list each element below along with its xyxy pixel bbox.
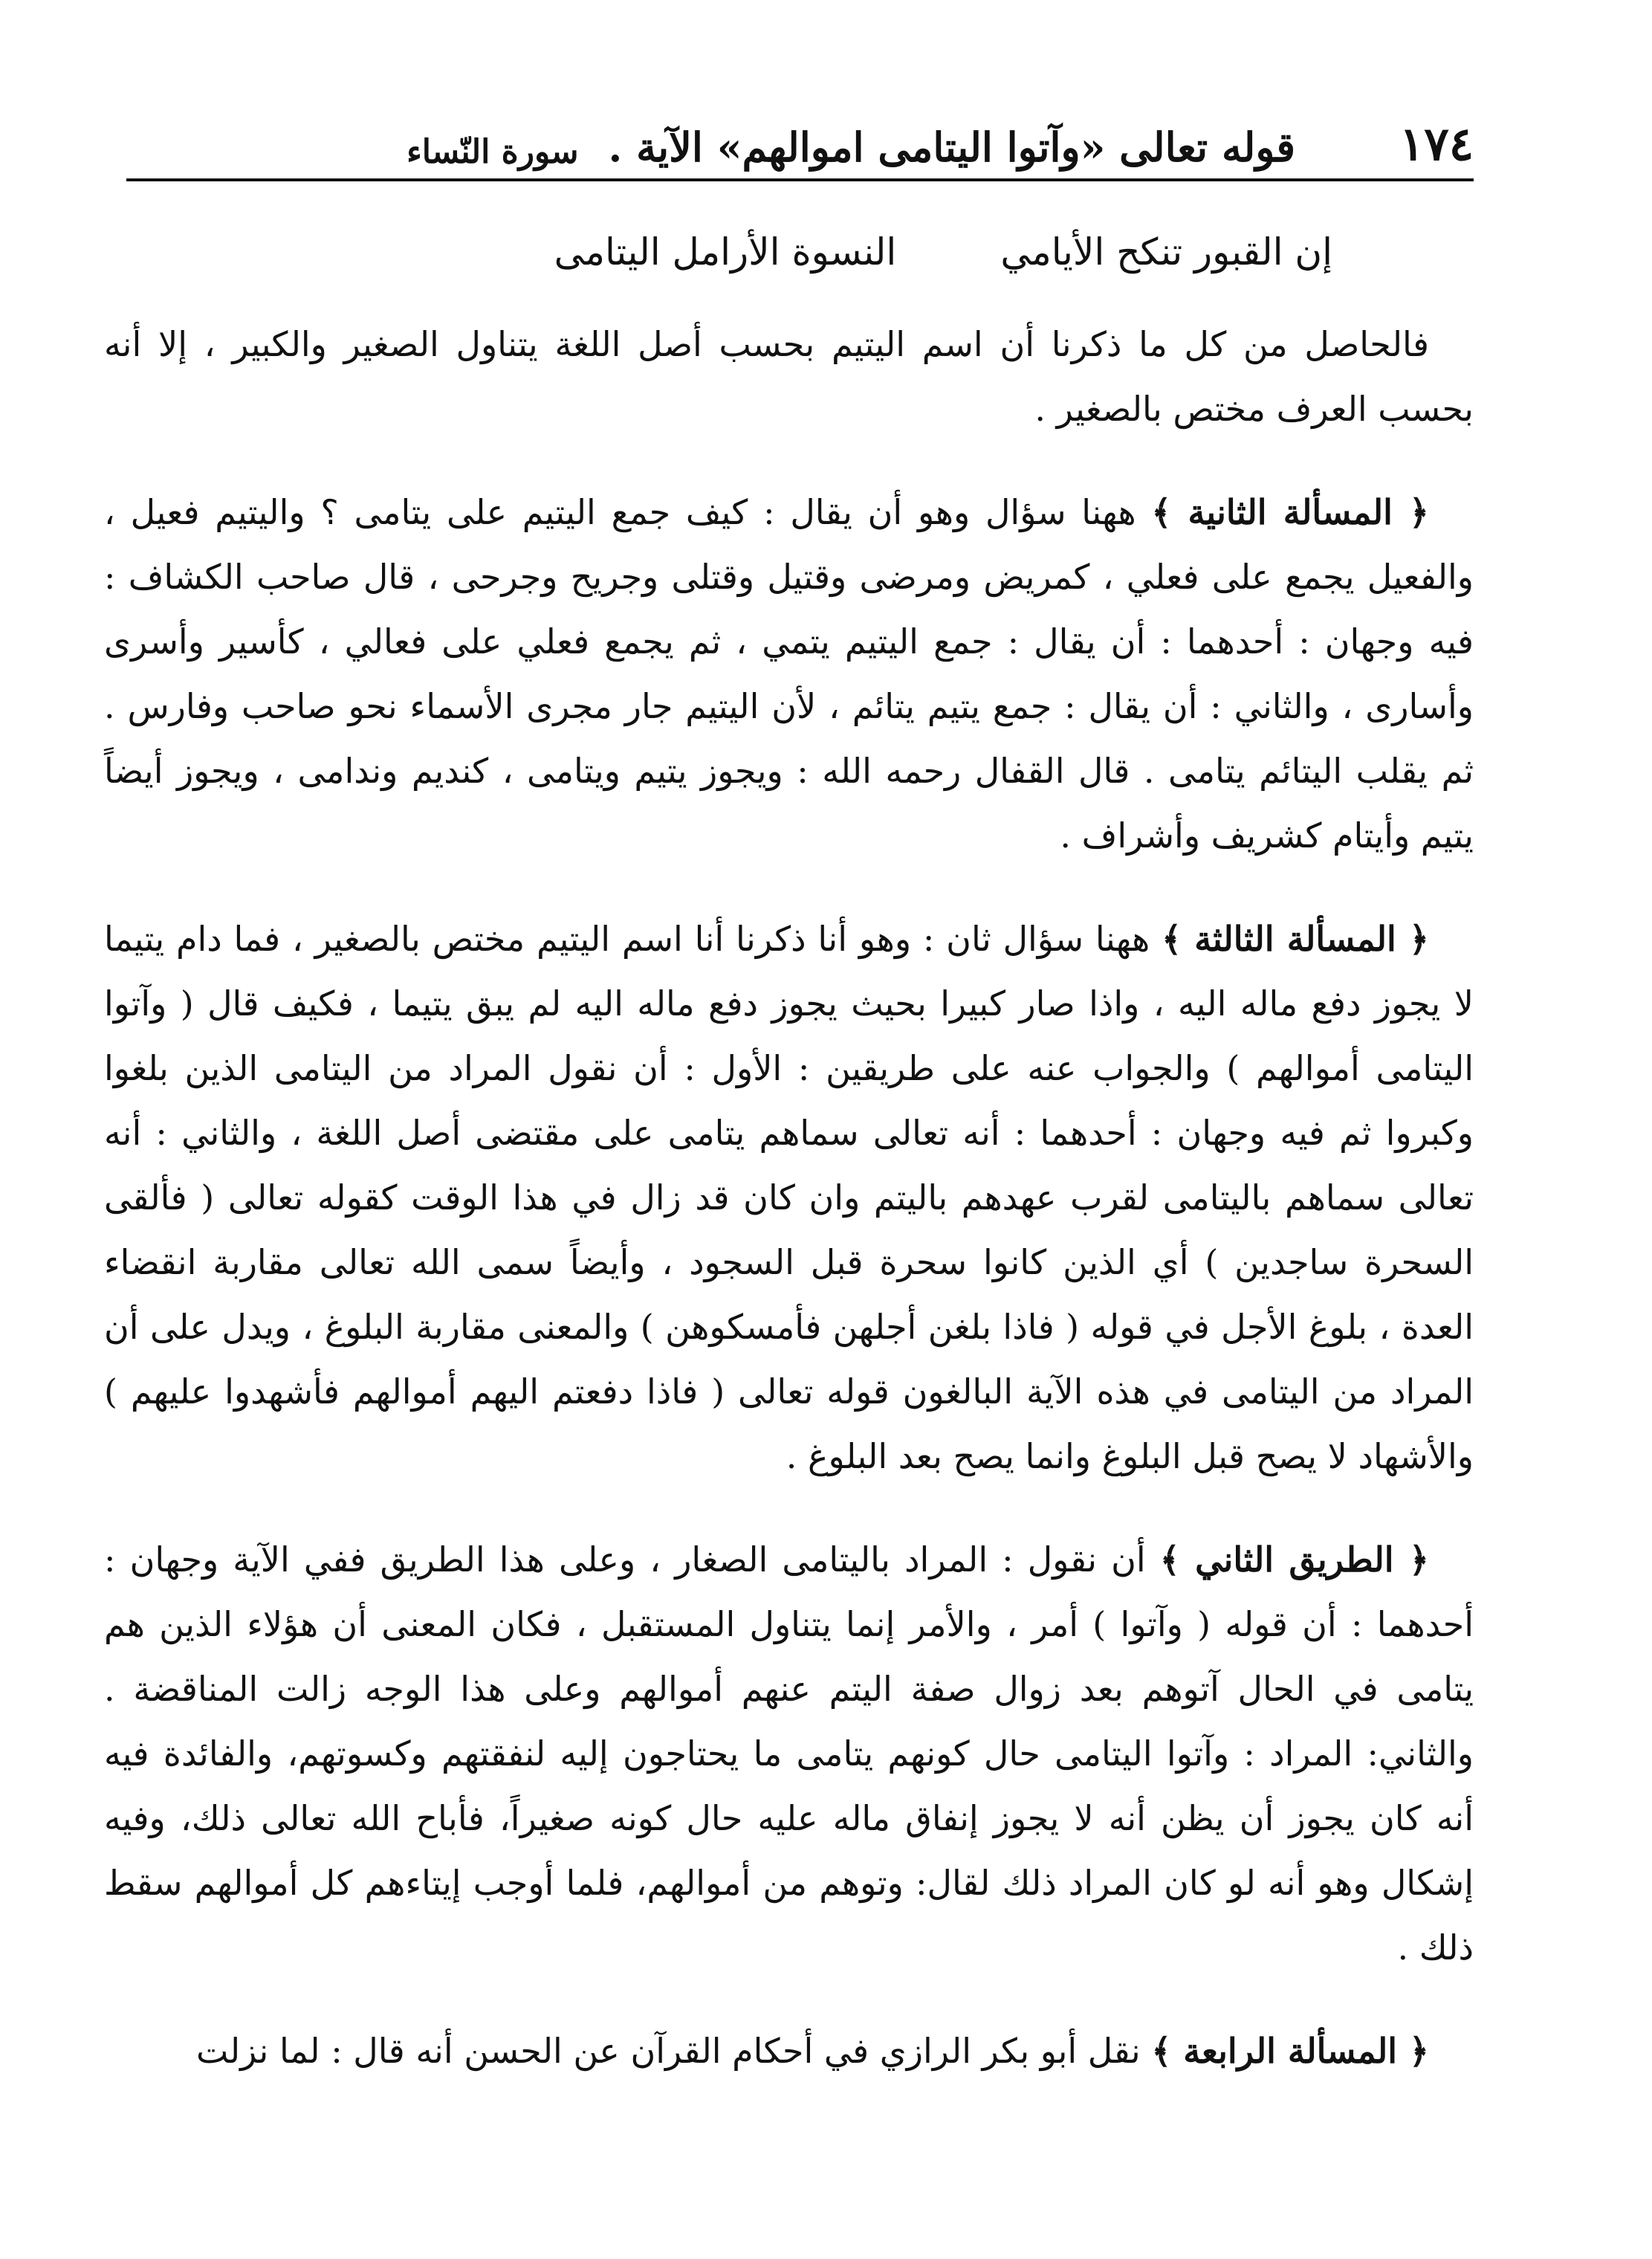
paragraph-text: ههنا سؤال وهو أن يقال : كيف جمع اليتيم على يتامى ؟ واليتيم فعيل ، والفعيل يجمع على فعلي ، كمريض ومرضى وقتيل وقتلى وجريح وجرحى ، قال صاحب الكشاف : فيه وجهان : أحدهما : أن يقال : جمع اليتيم يتمي ، ثم يجمع فعلي على فعالي ، كأسير وأسرى وأسارى ، والثاني : أن يقال : جمع يتيم يتائم ، لأن اليتيم جار مجرى الأسماء نحو صاحب وفارس . ثم يقلب اليتائم يتامى . قال القفال رحمه الله : ويجوز يتيم ويتامى ، كنديم وندامى ، ويجوز أيضاً يتيم وأيتام كشريف وأشراف .: [104, 492, 1474, 856]
section-heading: ﴿ المسألة الثالثة ﴾: [1162, 919, 1429, 959]
paragraph-second-issue: [104, 480, 1474, 868]
section-heading: ﴿ المسألة الثانية ﴾: [1151, 492, 1429, 532]
page-number: ١٧٤: [1399, 117, 1474, 171]
paragraph-summary: [104, 312, 1474, 442]
verse-hemistich-second: النسوة الأرامل اليتامى: [554, 230, 897, 274]
paragraph-text: ههنا سؤال ثان : وهو أنا ذكرنا أنا اسم اليتيم مختص بالصغير ، فما دام يتيما لا يجوز دفع ماله اليه ، واذا صار كبيرا بحيث يجوز دفع ماله اليه لم يبق يتيما ، فكيف قال ( وآتوا اليتامى أموالهم ) والجواب عنه على طريقين : الأول : أن نقول المراد من اليتامى الذين بلغوا وكبروا ثم فيه وجهان : أحدهما : أنه تعالى سماهم يتامى على مقتضى أصل اللغة ، والثاني : أنه تعالى سماهم باليتامى لقرب عهدهم باليتم وان كان قد زال في هذا الوقت كقوله تعالى ( فألقى السحرة ساجدين ) أي الذين كانوا سحرة قبل السجود ، وأيضاً سمى الله تعالى مقاربة انقضاء العدة ، بلوغ الأجل في قوله ( فاذا بلغن أجلهن فأمسكوهن ) والمعنى مقاربة البلوغ ، ويدل على أن المراد من اليتامى في هذه الآية البالغون قوله تعالى ( فاذا دفعتم اليهم أموالهم فأشهدوا عليهم ) والأشهاد لا يصح قبل البلوغ وانما يصح بعد البلوغ .: [104, 919, 1474, 1476]
main-text: [104, 312, 1474, 2122]
poetry-verse: [554, 230, 1332, 274]
sura-name: سورة النّساء: [406, 133, 579, 171]
verse-hemistich-first: إن القبور تنكح الأيامي: [1000, 230, 1332, 274]
paragraph-text: أن نقول : المراد باليتامى الصغار ، وعلى هذا الطريق ففي الآية وجهان : أحدهما : أن قوله ( وآتوا ) أمر ، والأمر إنما يتناول المستقبل ، فكان المعنى أن هؤلاء الذين هم يتامى في الحال آتوهم بعد زوال صفة اليتم عنهم أموالهم وعلى هذا الوجه زالت المناقضة . والثاني: المراد : وآتوا اليتامى حال كونهم يتامى ما يحتاجون إليه لنفقتهم وكسوتهم، والفائدة فيه أنه كان يجوز أن يظن أنه لا يجوز إنفاق ماله عليه حال كونه صغيراً، فأباح الله تعالى ذلك، وفيه إشكال وهو أنه لو كان المراد ذلك لقال: وتوهم من أموالهم، فلما أوجب إيتاءهم كل أموالهم سقط ذلك .: [104, 1539, 1474, 1968]
paragraph-second-way: [104, 1528, 1474, 1980]
section-heading: ﴿ المسألة الرابعة ﴾: [1151, 2031, 1429, 2071]
paragraph-third-issue: [104, 907, 1474, 1489]
paragraph-text: فالحاصل من كل ما ذكرنا أن اسم اليتيم بحسب أصل اللغة يتناول الصغير والكبير ، إلا أنه بحسب العرف مختص بالصغير .: [104, 324, 1474, 429]
section-heading: ﴿ الطريق الثاني ﴾: [1159, 1539, 1429, 1580]
running-title: قوله تعالى «وآتوا اليتامى اموالهم» الآية .: [608, 123, 1296, 171]
paragraph-text: نقل أبو بكر الرازي في أحكام القرآن عن الحسن أنه قال : لما نزلت: [195, 2031, 1152, 2071]
header-rule: [126, 178, 1474, 181]
paragraph-fourth-issue: [104, 2019, 1474, 2084]
page-header: [126, 104, 1474, 171]
